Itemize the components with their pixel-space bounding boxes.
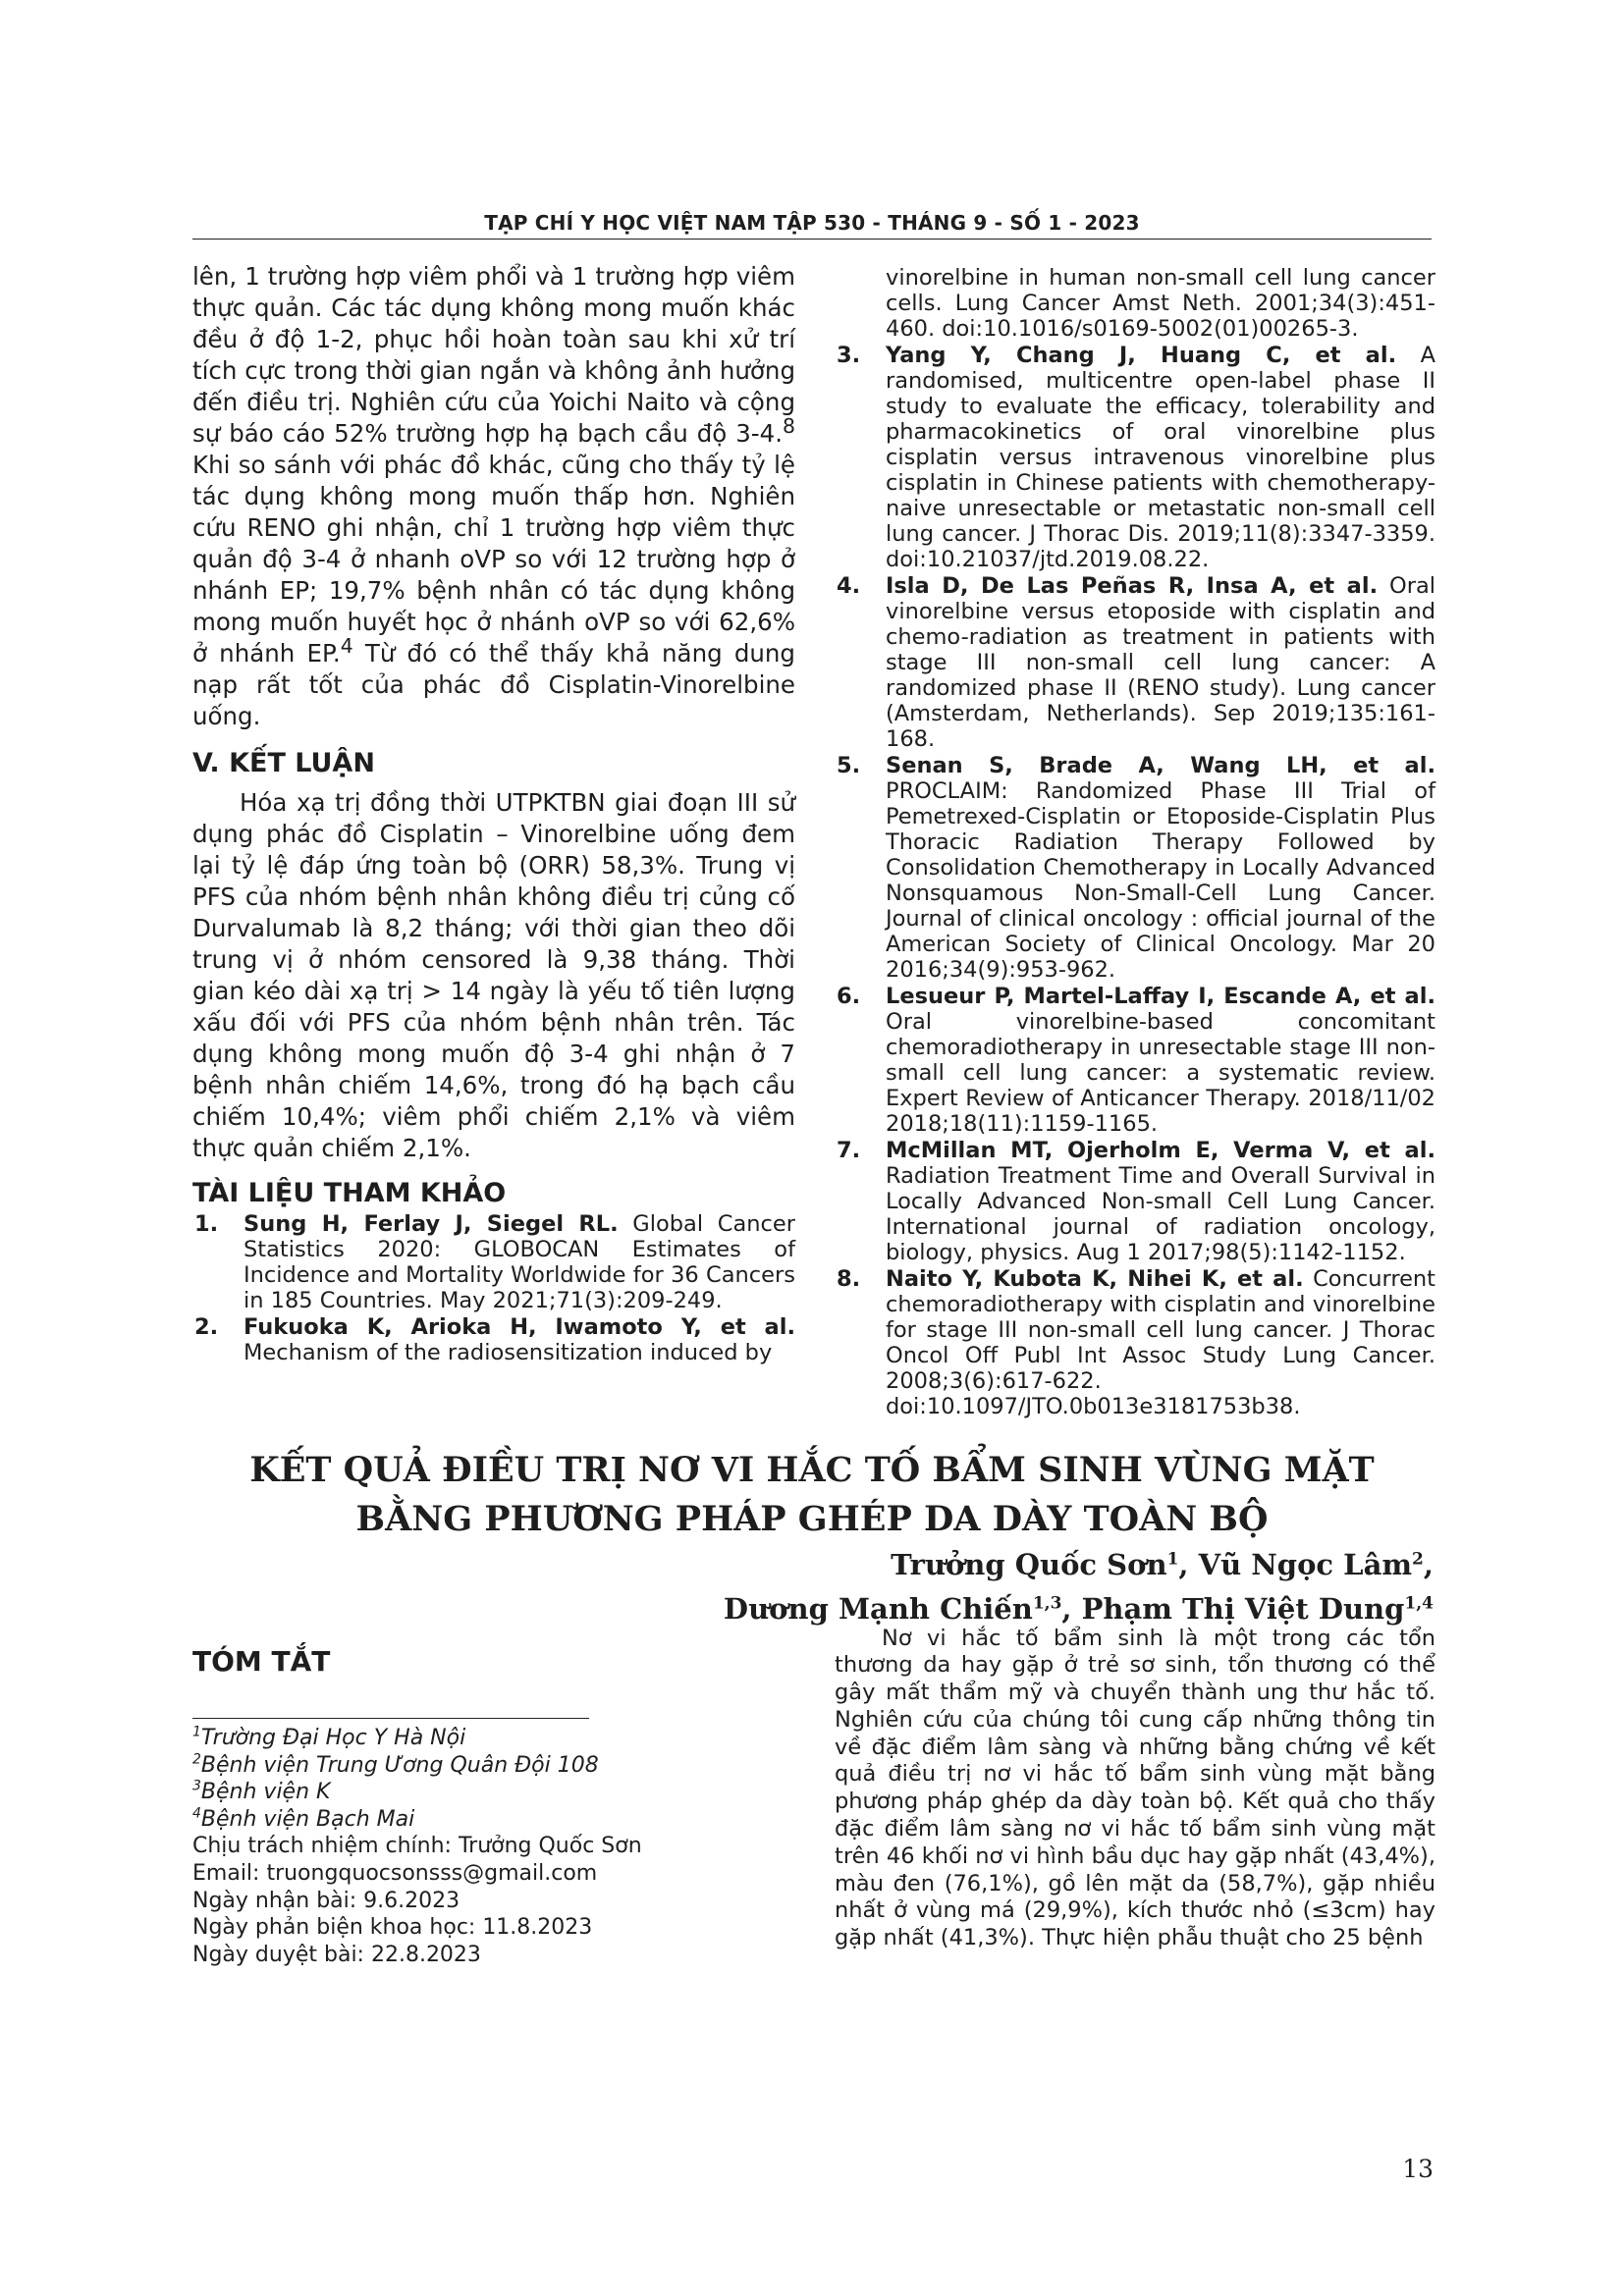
email-line: Email: truongquocsonsss@gmail.com xyxy=(192,1860,598,1886)
author-name: Vũ Ngọc Lâm xyxy=(1198,1548,1413,1581)
citation-sup: 8 xyxy=(783,413,795,438)
article-title-line-1: KẾT QUẢ ĐIỀU TRỊ NƠ VI HẮC TỐ BẨM SINH VÙNG MẶT xyxy=(249,1450,1375,1490)
article-title xyxy=(192,1446,1432,1544)
author-name: Trưởng Quốc Sơn xyxy=(891,1548,1167,1581)
affiliation-sup: 3 xyxy=(192,1778,201,1794)
abstract-text: Nơ vi hắc tố bẩm sinh là một trong các tổn thương da hay gặp ở trẻ sơ sinh, tổn thương có thể gây mất thẩm mỹ và chuyển thành ung thư hắc tố. Nghiên cứu của chúng tôi cung cấp những thông tin về đặc điểm lâm sàng và những bằng chứng về kết quả điều trị nơ vi hắc tố bẩm sinh vùng mặt bằng phương pháp ghép da dày toàn bộ. Kết quả cho thấy đặc điểm lâm sàng nơ vi hắc tố bẩm sinh vùng mặt trên 46 khối nơ vi hình bầu dục hay gặp nhất (43,4%), màu đen (76,1%), gồ lên mặt da (58,7%), gặp nhiều nhất ở vùng má (29,9%), kích thước nhỏ (≤3cm) hay gặp nhất (41,3%). Thực hiện phẫu thuật cho 25 bệnh xyxy=(835,1625,1435,1951)
reference-authors: Sung H, Ferlay J, Siegel RL. xyxy=(244,1211,619,1237)
reference-item xyxy=(192,1314,795,1365)
reference-number: 7. xyxy=(837,1138,861,1163)
discussion-text-3: Từ đó có thể thấy khả năng dung nạp rất tốt của phác đồ Cisplatin-Vinorelbine uống. xyxy=(192,639,795,730)
affiliation-sup: 2 xyxy=(192,1751,201,1768)
reference-authors: Senan S, Brade A, Wang LH, et al. xyxy=(886,753,1435,778)
accepted-date: Ngày duyệt bài: 22.8.2023 xyxy=(192,1942,481,1967)
affiliation-item xyxy=(192,1752,801,1780)
received-date: Ngày nhận bài: 9.6.2023 xyxy=(192,1888,460,1913)
discussion-text-2: Khi so sánh với phác đồ khác, cũng cho thấy tỷ lệ tác dụng không mong muốn thấp hơn. Nghiên cứu RENO ghi nhận, chỉ 1 trường hợp viêm thực quản độ 3-4 ở nhanh oVP so với 12 trường hợp ở nhánh EP; 19,7% bệnh nhân có tác dụng không mong muốn huyết học ở nhánh oVP so với 62,6% ở nhánh EP. xyxy=(192,451,795,667)
author-affiliation-sup: 1,4 xyxy=(1404,1593,1434,1614)
affiliation-sup: 1 xyxy=(192,1724,201,1740)
footnotes xyxy=(192,1725,801,1968)
reference-authors: Yang Y, Chang J, Huang C, et al. xyxy=(886,343,1397,368)
reference-number: 2. xyxy=(194,1314,219,1340)
author-separator: , xyxy=(1423,1548,1434,1581)
reference-number: 6. xyxy=(837,984,861,1009)
header-rule xyxy=(192,239,1432,240)
reference-authors: Isla D, De Las Peñas R, Insa A, et al. xyxy=(886,573,1379,599)
reference-item xyxy=(835,753,1435,983)
right-column xyxy=(835,265,1435,1420)
reference-text: A randomised, multicentre open-label phase II study to evaluate the efficacy, tolerability and pharmacokinetics of oral vinorelbine plus cisplatin versus intravenous vinorelbine plus cisplatin in Chinese patients with chemotherapy-naive unresectable or metastatic non-small cell lung cancer. J Thorac Dis. 2019;11(8):3347-3359. doi:10.21037/jtd.2019.08.22. xyxy=(886,343,1436,572)
responsible-author: Chịu trách nhiệm chính: Trưởng Quốc Sơn xyxy=(192,1834,642,1859)
reference-authors: Naito Y, Kubota K, Nihei K, et al. xyxy=(886,1266,1304,1292)
reference-authors: McMillan MT, Ojerholm E, Verma V, et al. xyxy=(886,1138,1435,1163)
page-number: 13 xyxy=(1402,2155,1434,2183)
affiliation-text: Bệnh viện Trung Ương Quân Đội 108 xyxy=(200,1752,599,1778)
article-title-line-2: BẰNG PHƯƠNG PHÁP GHÉP DA DÀY TOÀN BỘ xyxy=(355,1499,1269,1539)
reference-number: 4. xyxy=(837,573,861,599)
reference-item xyxy=(835,1138,1435,1265)
reference-number: 5. xyxy=(837,753,861,778)
reference-text: Global Cancer Statistics 2020: GLOBOCAN Estimates of Incidence and Mortality Worldwide for 36 Cancers in 185 Countries. May 2021;71(3):209-249. xyxy=(244,1211,795,1313)
reference-text: vinorelbine in human non-small cell lung cancer cells. Lung Cancer Amst Neth. 2001;34(3):451-460. doi:10.1016/s0169-5002(01)00265-3. xyxy=(886,265,1435,342)
discussion-text-1: lên, 1 trường hợp viêm phổi và 1 trường hợp viêm thực quản. Các tác dụng không mong muốn khác đều ở độ 1-2, phục hồi hoàn toàn sau khi xử trí tích cực trong thời gian ngắn và không ảnh hưởng đến điều trị. Nghiên cứu của Yoichi Naito và cộng sự báo cáo 52% trường hợp hạ bạch cầu độ 3-4. xyxy=(192,262,795,448)
footnote-rule xyxy=(192,1718,589,1719)
citation-sup: 4 xyxy=(340,633,353,658)
discussion-paragraph xyxy=(192,261,795,732)
author-separator: , xyxy=(1178,1548,1199,1581)
reviewed-date: Ngày phản biện khoa học: 11.8.2023 xyxy=(192,1915,593,1941)
affiliation-text: Trường Đại Học Y Hà Nội xyxy=(200,1726,466,1750)
affiliation-text: Bệnh viện K xyxy=(200,1780,331,1805)
reference-item xyxy=(192,1211,795,1313)
article-authors xyxy=(724,1543,1434,1631)
reference-authors: Fukuoka K, Arioka H, Iwamoto Y, et al. xyxy=(244,1314,795,1340)
authors-line-1 xyxy=(724,1543,1434,1587)
reference-item xyxy=(835,573,1435,752)
reference-item xyxy=(835,343,1435,572)
reference-continuation xyxy=(835,265,1435,342)
affiliation-text: Bệnh viện Bạch Mai xyxy=(200,1806,415,1832)
reference-text: Concurrent chemoradiotherapy with cisplatin and vinorelbine for stage III non-small cell lung cancer. J Thorac Oncol Off Publ Int Assoc Study Lung Cancer. 2008;3(6):617-622. doi:10.1097/JTO.0b013e3181753b38. xyxy=(886,1266,1435,1419)
abstract-heading: TÓM TẮT xyxy=(192,1645,331,1678)
reference-text: Oral vinorelbine-based concomitant chemoradiotherapy in unresectable stage III non-small cell lung cancer: a systematic review. Expert Review of Anticancer Therapy. 2018/11/02 2018;18(11):1159-1165. xyxy=(886,1009,1435,1137)
reference-text: Mechanism of the radiosensitization induced by xyxy=(244,1340,773,1365)
reference-number: 8. xyxy=(837,1266,861,1292)
reference-text: PROCLAIM: Randomized Phase III Trial of Pemetrexed-Cisplatin or Etoposide-Cisplatin Plus Thoracic Radiation Therapy Followed by Consolidation Chemotherapy in Locally Advanced Nonsquamous Non-Small-Cell Lung Cancer. Journal of clinical oncology : official journal of the American Society of Clinical Oncology. Mar 20 2016;34(9):953-962. xyxy=(886,778,1435,983)
affiliation-item xyxy=(192,1725,801,1752)
journal-header: TẠP CHÍ Y HỌC VIỆT NAM TẬP 530 - THÁNG 9 - SỐ 1 - 2023 xyxy=(484,211,1140,235)
references-list-left xyxy=(192,1211,795,1365)
conclusion-heading: V. KẾT LUẬN xyxy=(192,748,375,778)
affiliation-item xyxy=(192,1806,801,1834)
affiliation-item xyxy=(192,1779,801,1806)
author-affiliation-sup: 1,3 xyxy=(1032,1593,1062,1614)
references-heading: TÀI LIỆU THAM KHẢO xyxy=(192,1178,507,1208)
author-affiliation-sup: 1 xyxy=(1166,1549,1179,1570)
reference-item xyxy=(835,984,1435,1137)
reference-number: 3. xyxy=(837,343,861,368)
reference-number: 1. xyxy=(194,1211,219,1237)
reference-text: Radiation Treatment Time and Overall Survival in Locally Advanced Non-small Cell Lung Cancer. International journal of radiation oncology, biology, physics. Aug 1 2017;98(5):1142-1152. xyxy=(886,1163,1435,1265)
left-column xyxy=(192,261,795,1366)
conclusion-paragraph: Hóa xạ trị đồng thời UTPKTBN giai đoạn III sử dụng phác đồ Cisplatin – Vinorelbine uống đem lại tỷ lệ đáp ứng toàn bộ (ORR) 58,3%. Trung vị PFS của nhóm bệnh nhân không điều trị củng cố Durvalumab là 8,2 tháng; với thời gian theo dõi trung vị ở nhóm censored là 9,38 tháng. Thời gian kéo dài xạ trị > 14 ngày là yếu tố tiên lượng xấu đối với PFS của nhóm bệnh nhân trên. Tác dụng không mong muốn độ 3-4 ghi nhận ở 7 bệnh nhân chiếm 14,6%, trong đó hạ bạch cầu chiếm 10,4%; viêm phổi chiếm 2,1% và viêm thực quản chiếm 2,1%. xyxy=(192,788,795,1162)
author-name: Phạm Thị Việt Dung xyxy=(1081,1592,1405,1626)
author-name: Dương Mạnh Chiến xyxy=(723,1592,1033,1626)
author-separator: , xyxy=(1061,1592,1082,1626)
author-affiliation-sup: 2 xyxy=(1412,1549,1424,1570)
reference-text: Oral vinorelbine versus etoposide with cisplatin and chemo-radiation as treatment in patients with stage III non-small cell lung cancer: A randomized phase II (RENO study). Lung cancer (Amsterdam, Netherlands). Sep 2019;135:161-168. xyxy=(886,573,1435,752)
affiliation-sup: 4 xyxy=(192,1805,201,1822)
reference-item xyxy=(835,1266,1435,1419)
references-list-right xyxy=(835,265,1435,1419)
reference-authors: Lesueur P, Martel-Laffay I, Escande A, et al. xyxy=(886,984,1435,1009)
